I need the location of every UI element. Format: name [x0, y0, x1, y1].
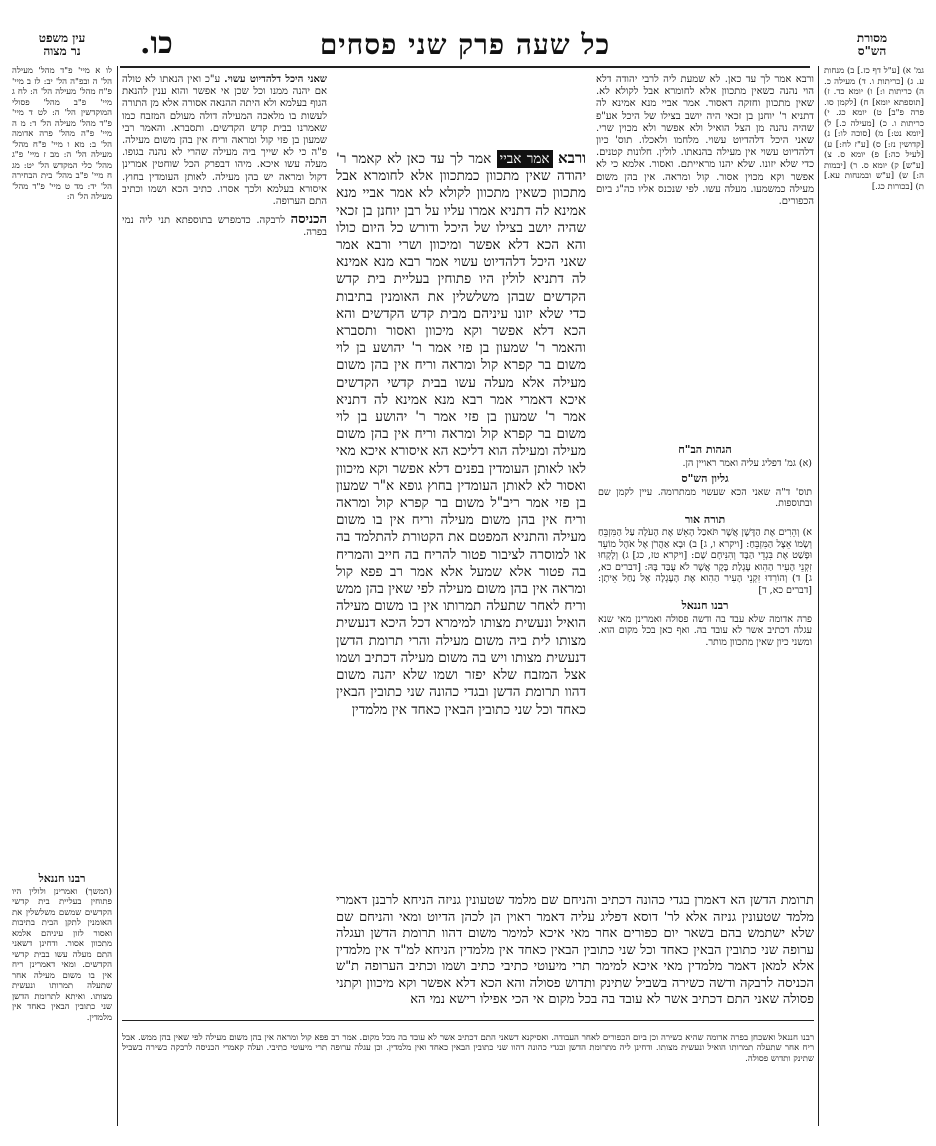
tosafot-text: ורבא אמר לך עד כאן. לא שמעת ליה לרבי יהודה דלא הוי נהנה כשאין מתכוון אלא לחומרא אבל לקולא לא. שאין מתכוון וחזקה דאסור. אמר אביי מנא אמינא לה דתניא ר' יוחנן בן זכאי היה יושב בצילו של היכל אע"פ שהיה נהנה מן הצל הואיל ולא אפשר ולא מכוין שרי. שאני היכל דלהדיוט עשוי. מלחמו ולאכלו. תוס' כיון דלהדיוט עשוי אין מעילה בהנאתו. לולין. חלונות קטנים. כדי שלא יזונו. שלא יהנו מראייתם. ואסור. אלמא כי לא אפשר וקא מכוין אסור. קול ומראה. אין בהן משום מעילה כמשמעו. מעלה עשו. לפי שנכנס אליו כה"ג ביום הכפורים. [596, 74, 814, 208]
mesoret-text: גמ' א) [ע"ל דף כז.] ב) מנחות ע. ג) [כריתות ו. ד) מעילה כ. ה) כריתות ו:] ו) יומא כד. ז) [תוספתא יומא] ח) [לקמן סו. פרה פ"ב] ט) יומא כג. י) כריתות ו. כ) [מעילה כ.] ל) [יומא נט:] מ) [סוכה לו:] נ) [קדושין נז:] ס) [ע"ז לח:] ע) [לעיל כה:] פ) יומא ס. צ) [ע"ש] ק) יומא ס. ר) [יבמות ה:] ש) [ע"ש ובמנחות עא.] ת) [בכורות כג.] [824, 66, 924, 192]
rashi-section2-text: לרבקה. כדמפרש בתוספתא תני ליה נמי בפרה. [122, 215, 327, 239]
page-header [120, 28, 810, 68]
left-rabenu-column [12, 870, 112, 1100]
rashi-column [122, 74, 327, 884]
bottom-commentary-text: רבנו חננאל ואשכחן בפרה אדומה שהיא כשירה וכן ביום הכפורים לאחר העבודה. ואסיקנא דשאני התם דכתיב אשר לא עובד בה מכל מקום. אמר רב פפא קול ומראה אין בהן משום מעילה לפי שאין בהן ממש. אבל ריח אחר שתעלה תמרותו הואיל ונעשית מצותו. ודחינן ליה מתרומת הדשן ובגדי כהונה דהוו שני כתובין הבאין כאחד ואין מלמדין. וכן עגלה ערופה תרי מיעוטי כתיבי. ועלה קאמרי הכניסה לרבקה כשירה בשביל שתינק ותדוש פסולה. [122, 1032, 814, 1064]
bottom-divider [122, 1020, 814, 1021]
gilyon-title: גליון הש"ס [681, 472, 729, 485]
tosafot-column [596, 74, 814, 434]
gemara-main-column [336, 150, 586, 870]
left-margin-rule [117, 66, 118, 1126]
page-number: כו. [140, 26, 173, 61]
gemara-boxed-word: אמר אביי [497, 150, 553, 168]
ein-mishpat-label: עין משפט נר מצוה [38, 31, 86, 58]
torah-or-text: א) וְהֵרִים אֶת הַדֶּשֶׁן אֲשֶׁר תֹּאכַל הָאֵשׁ אֶת הָעֹלָה עַל הַמִּזְבֵּחַ וְשָׂמוֹ אֵצֶל הַמִּזְבֵּחַ: [ויקרא ו, ג] ב) וּבָא אַהֲרֹן אֶל אֹהֶל מוֹעֵד וּפָשַׁט אֶת בִּגְדֵי הַבָּד וְהִנִּיחָם שָׁם: [ויקרא טז, כג] ג) וְלָקְחוּ זִקְנֵי הָעִיר הַהִוא עֶגְלַת בָּקָר אֲשֶׁר לֹא עֻבַּד בָּהּ: [דברים כא, ג] ד) וְהוֹרִדוּ זִקְנֵי הָעִיר הַהִוא אֶת הָעֶגְלָה אֶל נַחַל אֵיתָן: [דברים כא, ד] [598, 527, 812, 596]
gilyon-text: תוס' ד"ה שאני הכא שעשוי ממתרומה. עיין לקמן שם ובתוספות. [598, 486, 812, 509]
right-margin-rule [818, 66, 819, 1126]
rashi-text: ע"כ ואין הנאתו לא טולה אם יהנה ממנו וכל שכן אי אפשר והוא ענין להנאת הגוף בעלמא ולא היתה ההנאה אסורה אלא מן התורה לעשות בו מלאכה המעילה דולה מעולם המזבח כמו שאמרנו בבית קדש הקדשים. ותסברא. והאמר רבי שמעון בן פזי קול ומראה וריח אין בהן משום מעילה. פ"ה כי לא שייך ביה מעילה שהרי לא נהנה בגופו. מעלה עשו איכא. מיהו דבפרק הכל שוחטין אמרינן דקול ומראה יש בהן מעילה. לאותן העומדין בחוץ. איסורא בעלמא ולכך אסרו. כתיב הכא ושמו וכתיב התם הערופה. [122, 74, 327, 208]
torah-or-title: תורה אור [684, 512, 726, 526]
gemara-body: אמר לך עד כאן לא קאמר ר' יהודה שאין מתכוון כמתכוון אלא לחומרא אבל מתכוון כשאין מתכוון לקולא לא אמר אביי מנא אמינא לה דתניא אמרו עליו על רבן יוחנן בן זכאי שהיה יושב בצילו של היכל ודורש כל היום כולו והא הכא דלא אפשר ומיכוון ושרי ורבא אמר שאני היכל דלהדיוט עשוי אמר רבא מנא אמינא לה דתניא לולין היו פתוחין בעליית בית קדש הקדשים שבהן משלשלין את האומנין בתיבות כדי שלא יזונו עיניהם מבית קדש הקדשים והא הכא דלא אפשר וקא מיכוון ואסור ותסברא והאמר ר' שמעון בן פזי אמר ר' יהושע בן לוי משום בר קפרא קול ומראה וריח אין בהן משום מעילה אלא מעלה עשו בבית קדשי הקדשים איכא דאמרי אמר רבא מנא אמינא לה דתניא אמר ר' שמעון בן פזי אמר ר' יהושע בן לוי משום בר קפרא קול ומראה וריח אין בהן משום מעילה ומעילה הוא דליכא הא איסורא איכא מאי לאו לאותן העומדין בפנים דלא אפשר וקא מיכוון ואסור לא לאותן העומדין בחוץ גופא א"ר שמעון בן פזי אמר ריב"ל משום בר קפרא קול ומראה וריח אין בהן משום מעילה וריח אין בו משום מעילה והתניא המפטם את הקטורת להתלמד בה או למוסרה לציבור פטור להריח בה חייב והמריח בה פטור אלא שמעל [336, 151, 586, 580]
ein-mishpat-text: לו א מיי' פ"ד מהל' מעילה הל' ה ובפ"ה הל' יב: לז ב מיי' פ"ח מהל' מעילה הל' ה: לח ג מיי' פ"ב מהל' פסולי המוקדשין הל' ה: לט ד מיי' פ"ד מהל' מעילה הל' ד: מ ה מיי' פ"ה מהל' פרה אדומה הל' ב: מא ו מיי' פ"ח מהל' מעילה הל' ה: מב ז מיי' פ"ג מהל' כלי המקדש הל' יט: מג ח מיי' פ"ב מהל' בית הבחירה הל' יד: מד ט מיי' פ"ד מהל' מעילה הל' ה: [12, 66, 112, 202]
right-notes-column [598, 440, 812, 910]
rashi-heading: שאני היכל דלהדיוט עשוי. [224, 74, 327, 85]
hagahot-text: (א) גמ' דפליג עליה ואמר ראויין הן. [682, 457, 812, 469]
gemara-opening-word: ורבא [557, 150, 586, 167]
gemara-lower-text [336, 880, 814, 1015]
gemara-lower-body: תרומת הדשן הא דאמרן בגדי כהונה דכתיב והניחם שם מלמד שטעונין גניזה הניחא לרבנן דאמרי מלמד שטעונין גניזה אלא לר' דוסא דפליג עליה דאמר ראוין הן לכהן הדיוט ומאי והניחם שם שלא ישתמש בהם בשאר יום כפורים אחר מאי איכא למימר משום דהוו תרומת הדשן ועגלה ערופה שני כתובין הבאין כאחד וכל שני כתובין הבאין כאחד אין מלמדין הניחא למ"ד אין מלמדין אלא למאן דאמר מלמדין מאי איכא למימר תרי מיעוטי כתיבי כתיב ושמו וכתיב הערופה ת"ש הכניסה לרבקה ודשה כשירה בשביל שתינק ותדוש פסולה והא הכא דלא אפשר וקא מיכוון וקתני פסולה שאני התם דכתיב אשר לא עובד בה בכל מקום אי הכי אפילו רישא נמי הא [336, 893, 814, 1007]
gemara-continuation: אלא אמר רב פפא קול ומראה אין בהן משום מעילה לפי שאין בהן ממש וריח לאחר שתעלה תמרותו אין בו משום מעילה הואיל ונעשית מצותו למימרא דכל היכא דנעשית מצותו לית ביה משום מעילה והרי תרומת הדשן דנעשית מצותו ויש בה משום מעילה דכתיב ושמו אצל המזבח שלא יפזר ושמו שלא יהנה משום דהוו תרומת הדשן ובגדי כהונה שני כתובין הבאין כאחד וכל שני כתובין הבאין כאחד אין מלמדין [336, 563, 586, 718]
header-title: כל שעה פרק שני פסחים [319, 28, 611, 61]
mesoret-hashas-column [824, 66, 924, 826]
rashi-section2-heading: הכניסה [290, 212, 327, 228]
bottom-commentary [122, 1024, 814, 1134]
ein-mishpat-column [12, 66, 112, 566]
mesoret-label: מסורת הש"ס [856, 31, 888, 58]
left-rabenu-title: רבנו חננאל [38, 872, 86, 885]
right-rabenu-text: פרה אדומה שלא עבד בה ודשה פסולה ואמרינן מאי שנא עגלה דכתיב אשר לא עובד בה. ואף כאן בכל מקום הוא. ומשני כיון שאין מתכוון מותר. [598, 613, 812, 648]
hagahot-title: הגהות הב"ח [678, 443, 732, 456]
left-rabenu-text: (המשך) ואמרינן ולולין היו פתוחין בעליית בית קדשי הקדשים שמשם משלשלין את האומנין לתקן הבית בתיבות ואסור לזון עיניהם אלמא מתכוון אסור. ודחינן דשאני התם מעלה עשו בבית קדשי הקדשים. ומאי דאמרינן ריח אין בו משום מעילה אחר שתעלה תמרותו ונעשית מצותו. ואיתא לתרומת הדשן שני כתובין הבאין כאחד אין מלמדין. [12, 886, 112, 1023]
right-rabenu-title: רבנו חננאל [681, 599, 729, 612]
